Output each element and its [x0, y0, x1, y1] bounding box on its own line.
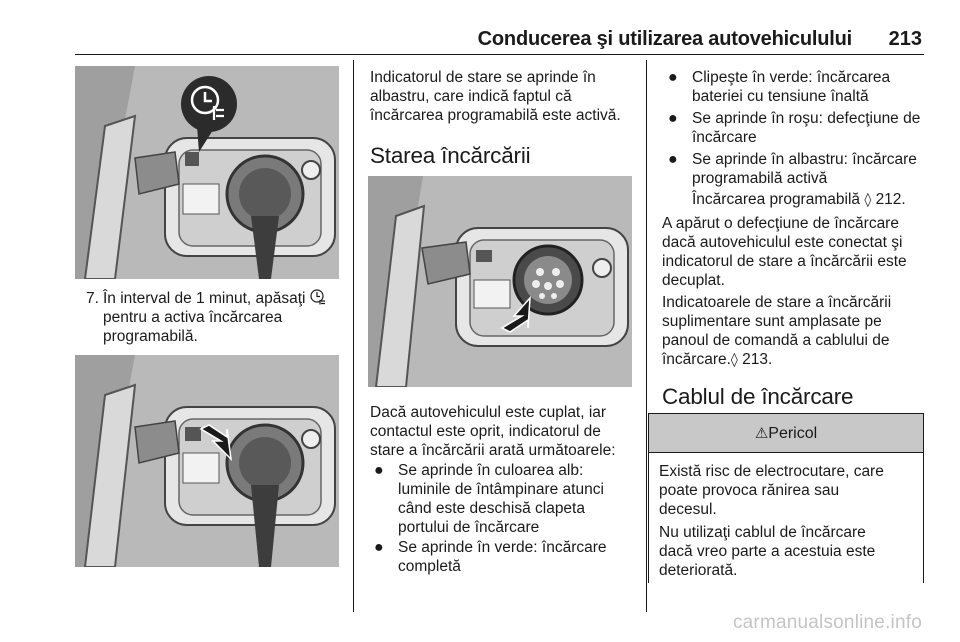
- section-title-charging-cable: Cablul de încărcare: [662, 384, 854, 409]
- illustration-charging-timer-button: [75, 66, 339, 279]
- chapter-title: Conducerea şi utilizarea autovehiculului: [477, 28, 852, 50]
- list-item: ● Se aprinde în roşu: defecţiune de încărcare: [668, 110, 921, 146]
- illustration-charging-port: [368, 176, 632, 387]
- list-item: ● Se aprinde în verde: încărcare completă: [374, 539, 607, 575]
- bullet-dot: ●: [668, 69, 678, 86]
- danger-warning-box: [648, 413, 924, 583]
- page-number: 213: [888, 28, 922, 50]
- warning-header: [649, 414, 923, 453]
- timer-plug-icon: [310, 289, 326, 305]
- para1-line-3: indicatorul de stare a încărcării este: [662, 253, 907, 270]
- para1-line-4: decuplat.: [662, 272, 725, 289]
- column-separator-2: [646, 60, 647, 612]
- bullet-dot: ●: [668, 151, 678, 168]
- para1-line-2: dacă autovehiculul este conectat şi: [662, 234, 903, 251]
- section-title-charging-status: Starea încărcării: [370, 143, 531, 168]
- para1-line-1: A apărut o defecţiune de încărcare: [662, 215, 899, 232]
- list-item: ● Clipeşte în verde: încărcarea bateriei cu tensiune înaltă: [668, 69, 891, 105]
- watermark: carmanualsonline.info: [732, 612, 922, 633]
- para-line-1: Dacă autovehiculul este cuplat, iar: [370, 404, 607, 421]
- para2-line-3: panoul de comandă a cablului de: [662, 332, 890, 349]
- intro-line-3: încărcarea programabilă este activă.: [370, 107, 621, 124]
- para-line-2: contactul este oprit, indicatorul de: [370, 423, 601, 440]
- step-line-1: În interval de 1 minut, apăsaţi: [103, 289, 326, 308]
- step-number: 7.: [86, 290, 99, 307]
- bullet-dot: ●: [668, 110, 678, 127]
- step-line-3: programabilă.: [103, 328, 198, 345]
- list-item: ● Se aprinde în albastru: încărcare programabilă activă: [668, 151, 917, 187]
- column-separator-1: [353, 60, 354, 612]
- bullet-dot: ●: [374, 462, 384, 479]
- bullet-dot: ●: [374, 539, 384, 556]
- list-item: ● Se aprinde în culoarea alb: luminile de întâmpinare atunci când este deschisă clapeta portului de încărcare: [374, 462, 604, 536]
- intro-line-1: Indicatorul de stare se aprinde în: [370, 69, 596, 86]
- warning-title: Pericol: [768, 425, 818, 442]
- para2-line-2: suplimentare sunt amplasate pe: [662, 313, 882, 330]
- para2-line-4: încărcare.◊ 213.: [662, 351, 773, 368]
- warning-triangle-icon: ⚠: [754, 424, 769, 442]
- page-ref-icon: ◊: [730, 352, 738, 368]
- cross-reference: Încărcarea programabilă ◊ 212.: [692, 191, 906, 208]
- intro-line-2: albastru, care indică faptul că: [370, 88, 572, 105]
- step-line-2: pentru a activa încărcarea: [103, 309, 283, 326]
- para-line-3: stare a încărcării arată următoarele:: [370, 442, 616, 459]
- illustration-status-indicator: [75, 355, 339, 567]
- para2-line-1: Indicatoarele de stare a încărcării: [662, 294, 892, 311]
- warning-body: Există risc de electrocutare, care poate provoca rănirea sau decesul. Nu utilizaţi cablul de încărcare dacă vreo parte a acestuia este deteriorată.: [659, 463, 884, 579]
- page-ref-icon: ◊: [864, 192, 872, 208]
- header-rule: [75, 54, 924, 55]
